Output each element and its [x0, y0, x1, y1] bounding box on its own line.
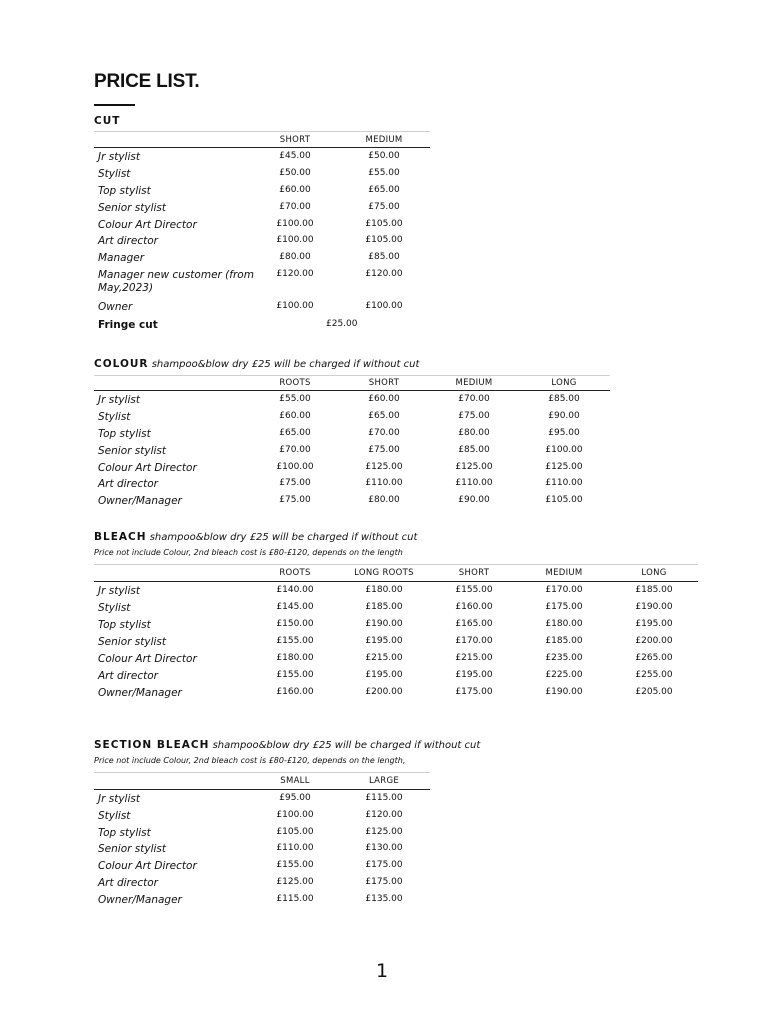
- price-cell: £105.00: [276, 827, 314, 837]
- row-label: Manager: [98, 252, 145, 264]
- price-cell: £60.00: [279, 411, 311, 421]
- price-cell: £155.00: [276, 636, 314, 646]
- price-cell: £135.00: [365, 894, 403, 904]
- price-cell: £125.00: [365, 827, 403, 837]
- price-cell: £185.00: [365, 602, 403, 612]
- section-subnote: Price not include Colour, 2nd bleach cost is £80-£120, depends on the length: [94, 548, 403, 557]
- column-header: SHORT: [368, 378, 400, 388]
- price-cell: £75.00: [279, 495, 311, 505]
- row-label: Owner/Manager: [98, 894, 182, 906]
- price-cell: £55.00: [279, 394, 311, 404]
- price-cell: £255.00: [635, 670, 673, 680]
- fringe-cut-label: Fringe cut: [98, 319, 158, 331]
- price-cell: £60.00: [279, 185, 311, 195]
- price-cell: £50.00: [368, 151, 400, 161]
- column-header: LONG: [551, 378, 577, 388]
- row-label: Senior stylist: [98, 202, 166, 214]
- price-cell: £100.00: [276, 462, 314, 472]
- price-cell: £185.00: [545, 636, 583, 646]
- row-label: Art director: [98, 235, 158, 247]
- price-cell: £200.00: [635, 636, 673, 646]
- section-note: shampoo&blow dry £25 will be charged if without cut: [149, 532, 418, 543]
- row-label: Jr stylist: [98, 585, 140, 597]
- price-cell: £100.00: [276, 219, 314, 229]
- price-cell: £195.00: [365, 636, 403, 646]
- section-bleach-section: [94, 739, 481, 909]
- price-cell: £180.00: [276, 653, 314, 663]
- price-cell: £180.00: [365, 585, 403, 595]
- price-cell: £75.00: [368, 445, 400, 455]
- price-cell: £55.00: [368, 168, 400, 178]
- row-label: Colour Art Director: [98, 653, 197, 665]
- price-cell: £80.00: [458, 428, 490, 438]
- price-cell: £205.00: [635, 687, 673, 697]
- price-cell: £195.00: [365, 670, 403, 680]
- price-cell: £265.00: [635, 653, 673, 663]
- section-note: shampoo&blow dry £25 will be charged if without cut: [151, 359, 420, 370]
- price-cell: £100.00: [276, 235, 314, 245]
- column-header: SMALL: [280, 776, 310, 786]
- price-cell: £70.00: [368, 428, 400, 438]
- price-cell: £80.00: [368, 495, 400, 505]
- price-cell: £170.00: [545, 585, 583, 595]
- price-cell: £70.00: [279, 445, 311, 455]
- row-label: Senior stylist: [98, 843, 166, 855]
- price-cell: £190.00: [545, 687, 583, 697]
- price-cell: £125.00: [276, 877, 314, 887]
- price-cell: £195.00: [635, 619, 673, 629]
- row-label: Owner: [98, 301, 133, 313]
- column-header: ROOTS: [279, 568, 311, 578]
- row-label: Top stylist: [98, 827, 151, 839]
- row-label: Jr stylist: [98, 151, 140, 163]
- price-cell: £155.00: [276, 670, 314, 680]
- price-cell: £155.00: [455, 585, 493, 595]
- price-cell: £110.00: [545, 478, 583, 488]
- price-cell: £70.00: [458, 394, 490, 404]
- price-cell: £175.00: [545, 602, 583, 612]
- price-cell: £90.00: [548, 411, 580, 421]
- column-header: LONG ROOTS: [354, 568, 414, 578]
- price-cell: £215.00: [365, 653, 403, 663]
- price-cell: £75.00: [458, 411, 490, 421]
- page-title: PRICE LIST.: [94, 71, 200, 92]
- price-cell: £170.00: [455, 636, 493, 646]
- price-cell: £75.00: [279, 478, 311, 488]
- price-cell: £90.00: [458, 495, 490, 505]
- price-cell: £95.00: [548, 428, 580, 438]
- row-label: Colour Art Director: [98, 219, 197, 231]
- price-cell: £50.00: [279, 168, 311, 178]
- price-cell: £190.00: [365, 619, 403, 629]
- row-label: Colour Art Director: [98, 860, 197, 872]
- price-cell: £65.00: [368, 411, 400, 421]
- price-cell: £110.00: [276, 843, 314, 853]
- price-cell: £175.00: [455, 687, 493, 697]
- price-cell: £200.00: [365, 687, 403, 697]
- price-cell: £95.00: [279, 793, 311, 803]
- price-cell: £110.00: [455, 478, 493, 488]
- price-cell: £105.00: [365, 219, 403, 229]
- price-cell: £145.00: [276, 602, 314, 612]
- price-cell: £185.00: [635, 585, 673, 595]
- row-label: Owner/Manager: [98, 495, 182, 507]
- row-label: Senior stylist: [98, 445, 166, 457]
- price-cell: £100.00: [276, 301, 314, 311]
- column-header: SHORT: [279, 135, 311, 145]
- price-cell: £165.00: [455, 619, 493, 629]
- price-cell: £45.00: [279, 151, 311, 161]
- column-header: LARGE: [368, 776, 400, 786]
- price-cell: £85.00: [548, 394, 580, 404]
- row-label: Stylist: [98, 411, 131, 423]
- price-cell: £195.00: [455, 670, 493, 680]
- row-label: Top stylist: [98, 619, 151, 631]
- price-cell: £175.00: [365, 860, 403, 870]
- row-label: Art director: [98, 478, 158, 490]
- price-cell: £190.00: [635, 602, 673, 612]
- price-cell: £125.00: [455, 462, 493, 472]
- row-label: Jr stylist: [98, 793, 140, 805]
- section-title: COLOUR: [94, 358, 149, 370]
- row-label: Top stylist: [98, 185, 151, 197]
- price-cell: £125.00: [365, 462, 403, 472]
- price-cell: £150.00: [276, 619, 314, 629]
- row-label: Stylist: [98, 810, 131, 822]
- price-cell: £160.00: [276, 687, 314, 697]
- price-cell: £105.00: [365, 235, 403, 245]
- column-header: MEDIUM: [365, 135, 403, 145]
- price-cell: £110.00: [365, 478, 403, 488]
- price-cell: £105.00: [545, 495, 583, 505]
- price-cell: £65.00: [368, 185, 400, 195]
- column-header: MEDIUM: [545, 568, 583, 578]
- price-cell: £125.00: [545, 462, 583, 472]
- row-label: Stylist: [98, 602, 131, 614]
- row-label: Senior stylist: [98, 636, 166, 648]
- price-cell: £70.00: [279, 202, 311, 212]
- price-cell: £120.00: [276, 269, 314, 279]
- price-cell: £235.00: [545, 653, 583, 663]
- price-cell: £100.00: [545, 445, 583, 455]
- row-label: Art director: [98, 877, 158, 889]
- column-header: MEDIUM: [455, 378, 493, 388]
- price-cell: £180.00: [545, 619, 583, 629]
- section-title: SECTION BLEACH: [94, 739, 210, 751]
- bleach-section: [94, 531, 698, 701]
- price-cell: £225.00: [545, 670, 583, 680]
- row-label: Manager new customer (from May,2023): [98, 269, 254, 294]
- section-subnote: Price not include Colour, 2nd bleach cost is £80-£120, depends on the length,: [94, 756, 406, 765]
- colour-section: [94, 358, 610, 508]
- column-header: LONG: [641, 568, 667, 578]
- column-header: SHORT: [458, 568, 490, 578]
- price-cell: £115.00: [365, 793, 403, 803]
- price-cell: £140.00: [276, 585, 314, 595]
- page-number: 1: [376, 960, 389, 982]
- price-cell: £65.00: [279, 428, 311, 438]
- price-cell: £160.00: [455, 602, 493, 612]
- row-label: Top stylist: [98, 428, 151, 440]
- row-label: Jr stylist: [98, 394, 140, 406]
- price-cell: £215.00: [455, 653, 493, 663]
- price-cell: £175.00: [365, 877, 403, 887]
- price-cell: £130.00: [365, 843, 403, 853]
- price-cell: £155.00: [276, 860, 314, 870]
- row-label: Stylist: [98, 168, 131, 180]
- price-cell: £85.00: [368, 252, 400, 262]
- section-title: BLEACH: [94, 531, 147, 543]
- price-cell: £100.00: [365, 301, 403, 311]
- row-label: Colour Art Director: [98, 462, 197, 474]
- row-label: Owner/Manager: [98, 687, 182, 699]
- price-cell: £85.00: [458, 445, 490, 455]
- price-cell: £60.00: [368, 394, 400, 404]
- price-cell: £75.00: [368, 202, 400, 212]
- row-label: Art director: [98, 670, 158, 682]
- column-header: ROOTS: [279, 378, 311, 388]
- price-cell: £120.00: [365, 269, 403, 279]
- price-cell: £120.00: [365, 810, 403, 820]
- cut-section: [94, 115, 430, 335]
- title-underline: [94, 104, 135, 106]
- fringe-cut-price: £25.00: [326, 319, 358, 329]
- section-note: shampoo&blow dry £25 will be charged if without cut: [212, 740, 481, 751]
- price-cell: £115.00: [276, 894, 314, 904]
- section-title: CUT: [94, 115, 121, 127]
- price-cell: £80.00: [279, 252, 311, 262]
- price-cell: £100.00: [276, 810, 314, 820]
